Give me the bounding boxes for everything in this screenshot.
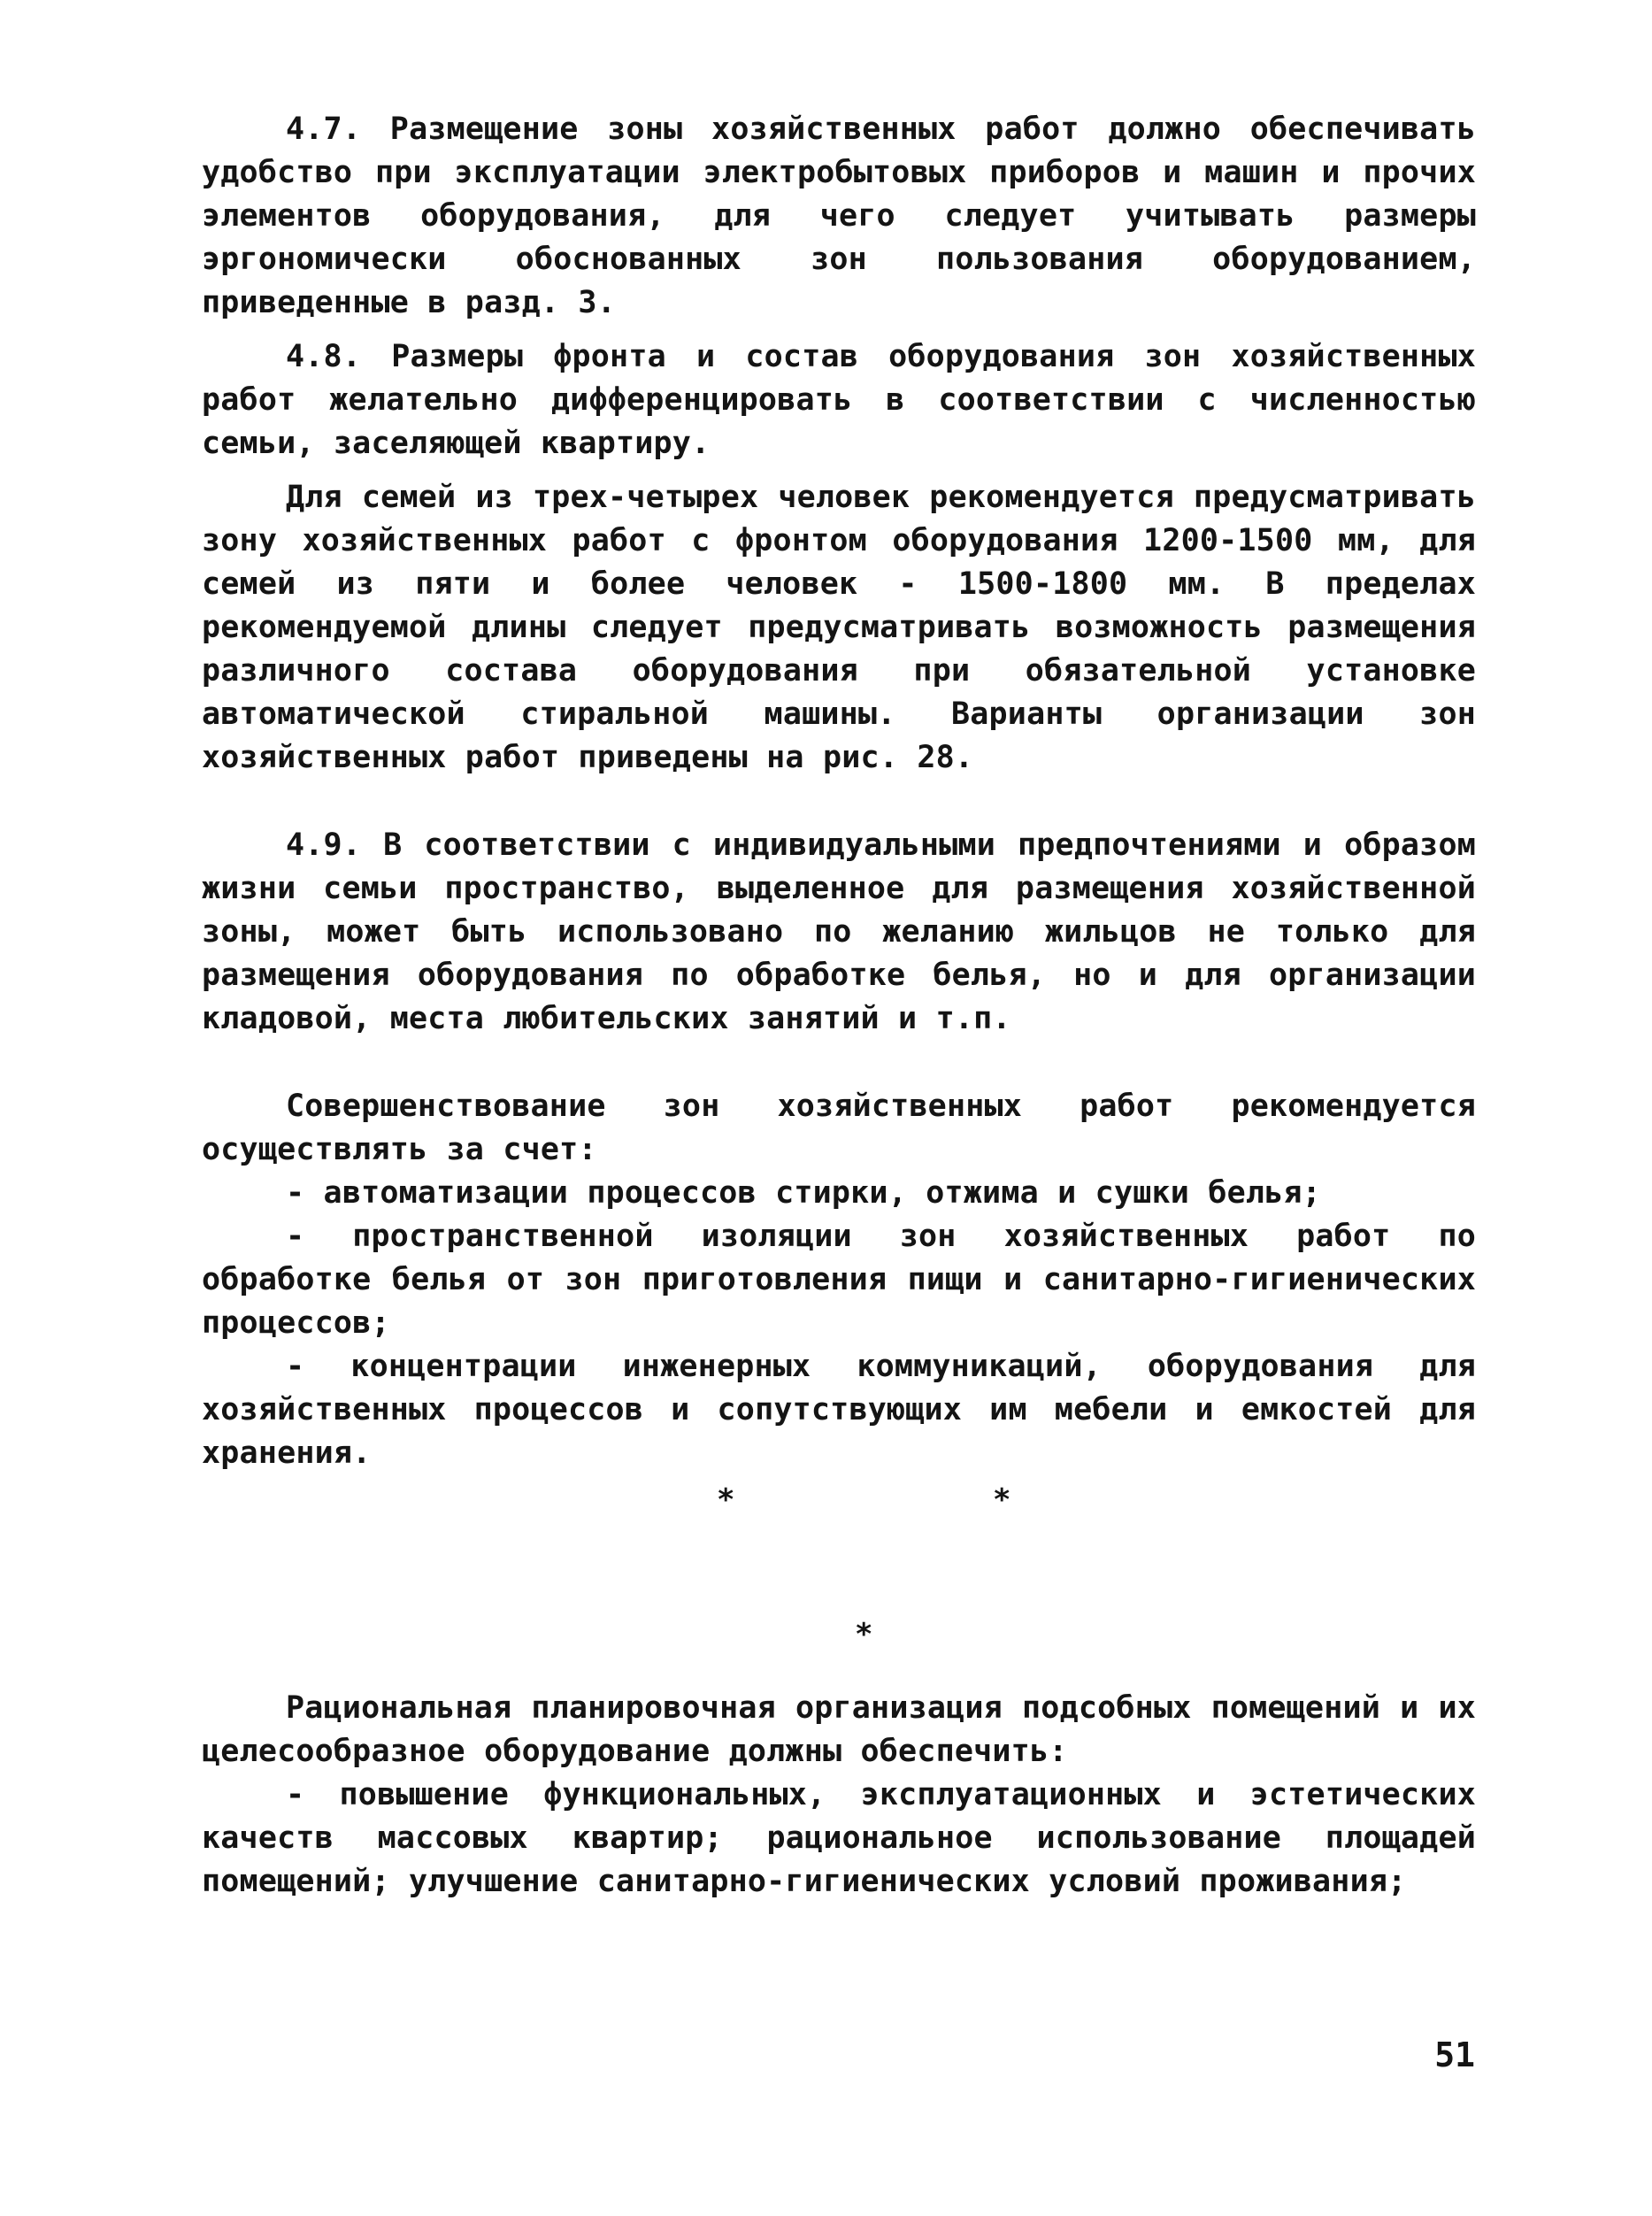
list-item-isolation: - пространственной изоляции зон хозяйственных работ по обработке белья от зон приготовления пищи и санитарно-гигиенических процессов; [202,1219,1476,1341]
list-item-automation: - автоматизации процессов стирки, отжима и сушки белья; [286,1175,1321,1211]
separator-asterisk-right: * [993,1482,1011,1518]
paragraph-4-8: 4.8. Размеры фронта и состав оборудования зон хозяйственных работ желательно дифференцировать в соответствии с численностью семьи, заселяющей квартиру. [202,339,1476,461]
text-section-bottom [202,1687,1476,1904]
list-item-improvement: - повышение функциональных, эксплуатационных и эстетических качеств массовых квартир; рациональное использование площадей помещений; улучшение санитарно-гигиенических условий проживания; [202,1777,1476,1899]
paragraph-4-7: 4.7. Размещение зоны хозяйственных работ должно обеспечивать удобство при эксплуатации электробытовых приборов и машин и прочих элементов оборудования, для чего следует учитывать размеры эргономически обоснованных зон пользования оборудованием, приведенные в разд. 3. [202,112,1476,320]
list-item-concentration: - концентрации инженерных коммуникаций, оборудования для хозяйственных процессов и сопутствующих им мебели и емкостей для хранения. [202,1349,1476,1471]
paragraph-utility-rooms: Рациональная планировочная организация подсобных помещений и их целесообразное оборудование должны обеспечить: [202,1690,1476,1769]
paragraph-family-size: Для семей из трех-четырех человек рекомендуется предусматривать зону хозяйственных работ с фронтом оборудования 1200-1500 мм, для семей из пяти и более человек - 1500-1800 мм. В пределах рекомендуемой длины следует предусматривать возможность размещения различного состава оборудования при обязательной установке автоматической стиральной машины. Варианты организации зон хозяйственных работ приведены на рис. 28. [202,480,1476,775]
paragraph-4-9: 4.9. В соответствии с индивидуальными предпочтениями и образом жизни семьи пространство, выделенное для размещения хозяйственной зоны, может быть использовано по желанию жильцов не только для размещения оборудования по обработке белья, но и для организации кладовой, места любительских занятий и т.п. [202,827,1476,1036]
page-number: 51 [1434,2035,1475,2074]
separator-asterisk-center: * [855,1617,873,1652]
separator-asterisk-left: * [717,1482,735,1518]
paragraph-improvement-intro: Совершенствование зон хозяйственных работ рекомендуется осуществлять за счет: [202,1089,1476,1167]
text-section-top [202,108,1476,1475]
